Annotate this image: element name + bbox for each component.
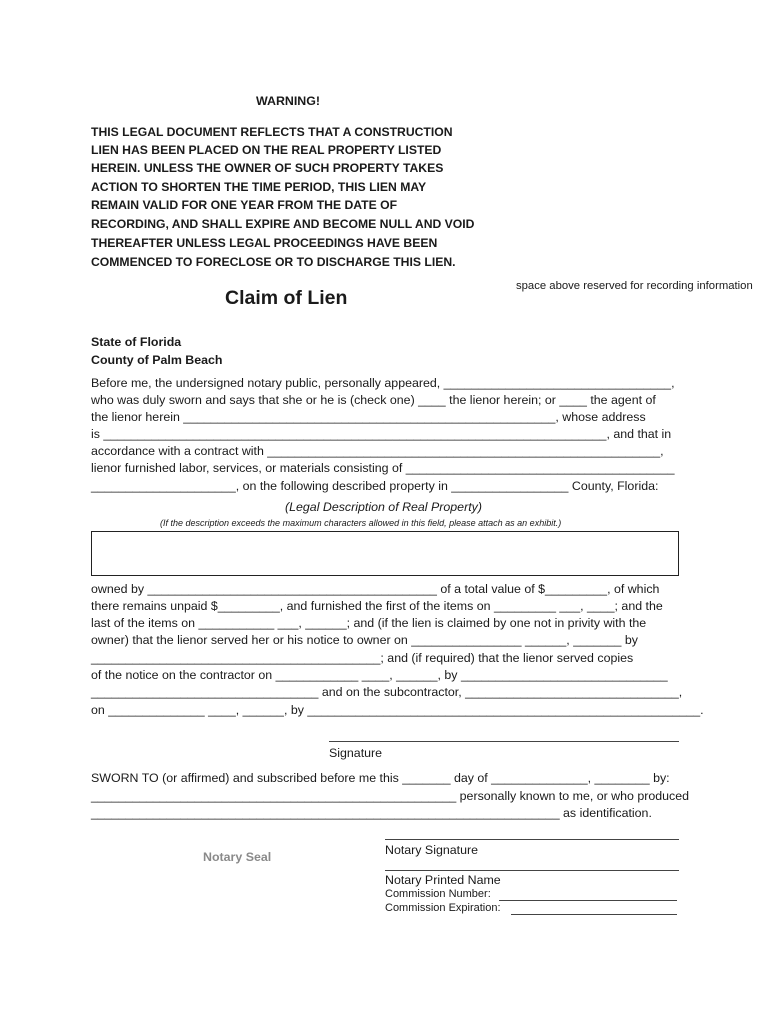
body-line: on ______________ ____, ______, by _________________________________________________________. [91, 703, 704, 717]
warning-line: ACTION TO SHORTEN THE TIME PERIOD, THIS LIEN MAY [91, 180, 427, 194]
body-line: accordance with a contract with _________________________________________________________, [91, 444, 664, 458]
body-line: owner) that the lienor served her or his notice to owner on ________________ ______, _______ by [91, 633, 638, 647]
warning-line: HEREIN. UNLESS THE OWNER OF SUCH PROPERTY TAKES [91, 161, 444, 175]
commission-number-label: Commission Number: [385, 888, 491, 900]
signature-label: Signature [329, 746, 383, 760]
legal-description-note: (If the description exceeds the maximum characters allowed in this field, please attach as an exhibit.) [160, 518, 562, 528]
body-line: of the notice on the contractor on ____________ ____, ______, by ______________________________ [91, 668, 668, 682]
warning-line: THIS LEGAL DOCUMENT REFLECTS THAT A CONSTRUCTION [91, 125, 453, 139]
warning-line: THEREAFTER UNLESS LEGAL PROCEEDINGS HAVE BEEN [91, 236, 438, 250]
body-line: last of the items on ___________ ___, ______; and (if the lien is claimed by one not in privity with the [91, 616, 647, 630]
body-line: who was duly sworn and says that she or he is (check one) ____ the lienor herein; or ____ the agent of [91, 393, 656, 407]
commission-expiration-field[interactable] [511, 914, 677, 915]
state-label: State of Florida [91, 335, 182, 349]
notary-seal-label: Notary Seal [203, 850, 272, 864]
body-line: _____________________________________________________ personally known to me, or who produced [91, 789, 690, 803]
body-line: Before me, the undersigned notary public, personally appeared, _________________________________, [91, 376, 675, 390]
warning-title: WARNING! [256, 94, 321, 108]
county-label: County of Palm Beach [91, 353, 223, 367]
body-line: _____________________, on the following described property in _________________ County, Florida: [91, 479, 659, 493]
body-line: SWORN TO (or affirmed) and subscribed before me this _______ day of ______________, ________ by: [91, 771, 670, 785]
notary-signature-line[interactable] [385, 839, 679, 840]
warning-line: COMMENCED TO FORECLOSE OR TO DISCHARGE THIS LIEN. [91, 255, 456, 269]
legal-description-value [92, 532, 678, 540]
body-line: __________________________________________; and (if required) that the lienor served copies [91, 651, 634, 665]
recording-note: space above reserved for recording information [516, 280, 753, 292]
legal-description-label: (Legal Description of Real Property) [285, 500, 482, 514]
body-line: owned by __________________________________________ of a total value of $_________, of which [91, 582, 660, 596]
body-line: ____________________________________________________________________ as identification. [91, 806, 652, 820]
notary-printed-name-line[interactable] [385, 870, 679, 871]
document-title: Claim of Lien [225, 287, 348, 309]
warning-line: LIEN HAS BEEN PLACED ON THE REAL PROPERTY LISTED [91, 143, 442, 157]
warning-line: REMAIN VALID FOR ONE YEAR FROM THE DATE OF [91, 198, 398, 212]
notary-signature-label: Notary Signature [385, 843, 478, 857]
body-line: lienor furnished labor, services, or materials consisting of _______________________________________ [91, 461, 675, 475]
body-line: _________________________________ and on the subcontractor, _______________________________, [91, 685, 683, 699]
body-line: there remains unpaid $_________, and furnished the first of the items on _________ ___, ____; and the [91, 599, 663, 613]
commission-expiration-label: Commission Expiration: [385, 902, 501, 914]
warning-line: RECORDING, AND SHALL EXPIRE AND BECOME NULL AND VOID [91, 217, 475, 231]
signature-line[interactable] [329, 741, 679, 742]
body-line: is _________________________________________________________________________, and that in [91, 427, 672, 441]
body-line: the lienor herein ______________________________________________________, whose address [91, 410, 646, 424]
commission-number-field[interactable] [499, 900, 677, 901]
legal-description-field[interactable] [91, 531, 679, 576]
notary-printed-name-label: Notary Printed Name [385, 873, 501, 887]
